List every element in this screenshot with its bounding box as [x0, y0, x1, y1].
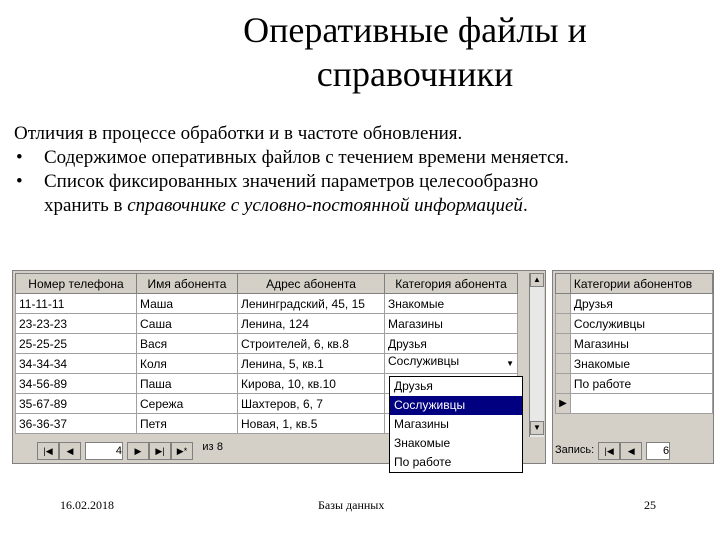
- dropdown-option[interactable]: Магазины: [394, 417, 449, 431]
- record-of-label: из: [202, 441, 214, 453]
- slide-body: [14, 122, 714, 218]
- category-combobox[interactable]: [385, 354, 518, 374]
- slide-title: [0, 8, 720, 96]
- row-selector[interactable]: [556, 374, 571, 394]
- bullet-2-end: .: [522, 195, 528, 216]
- cell-name[interactable]: Сережа: [137, 394, 238, 414]
- cell-name[interactable]: Паша: [137, 374, 238, 394]
- cell-name[interactable]: Маша: [137, 294, 238, 314]
- cell-address[interactable]: Ленинградский, 45, 15: [238, 294, 385, 314]
- record-number-input[interactable]: 6: [646, 442, 670, 460]
- footer-date: 16.02.2018: [60, 498, 114, 512]
- cell-phone[interactable]: 34-56-89: [16, 374, 137, 394]
- footer-title: Базы данных: [318, 498, 385, 512]
- bullet-dot: •: [16, 171, 23, 192]
- row-selector[interactable]: [556, 294, 571, 314]
- scroll-down-icon[interactable]: ▼: [530, 421, 544, 435]
- prev-record-icon[interactable]: ◀: [620, 442, 642, 460]
- cell-name[interactable]: Коля: [137, 354, 238, 374]
- cell-category-name[interactable]: Сослуживцы: [570, 314, 712, 334]
- bullet-2-italic: справочнике с условно-постоянной информацией: [127, 195, 523, 216]
- table-row-new[interactable]: [556, 394, 713, 414]
- first-record-icon[interactable]: |◀: [598, 442, 620, 460]
- record-number-input[interactable]: 4: [85, 442, 123, 460]
- cell-phone[interactable]: 34-34-34: [16, 354, 137, 374]
- bullet-1-text: Содержимое оперативных файлов с течением времени меняется.: [44, 147, 569, 168]
- table-row[interactable]: [556, 334, 713, 354]
- page-number: 25: [644, 498, 656, 512]
- title-line-2: справочники: [316, 54, 514, 94]
- combobox-value: Сослуживцы: [388, 354, 460, 368]
- chevron-down-icon[interactable]: ▼: [506, 359, 514, 368]
- bullet-2-text: Список фиксированных значений параметров целесообразно: [44, 171, 539, 192]
- cell-category-name[interactable]: [570, 394, 712, 414]
- title-line-1: Оперативные файлы и: [243, 10, 587, 50]
- record-total: 8: [216, 441, 224, 453]
- cell-phone[interactable]: 36-36-37: [16, 414, 137, 434]
- record-label: Запись:: [555, 444, 595, 456]
- dropdown-option-selected[interactable]: Сослуживцы: [390, 396, 522, 415]
- table-row[interactable]: [556, 374, 713, 394]
- prev-record-icon[interactable]: ◀: [59, 442, 81, 460]
- row-selector[interactable]: [556, 334, 571, 354]
- last-record-icon[interactable]: ▶|: [149, 442, 171, 460]
- cell-category-name[interactable]: Магазины: [570, 334, 712, 354]
- category-dropdown-list[interactable]: [389, 376, 523, 473]
- bullet-2: [14, 170, 714, 218]
- cell-category[interactable]: Друзья: [385, 334, 518, 354]
- dropdown-option[interactable]: Знакомые: [394, 436, 451, 450]
- table-row[interactable]: [16, 334, 518, 354]
- cell-address[interactable]: Новая, 1, кв.5: [238, 414, 385, 434]
- bullet-2-plain: хранить в: [44, 195, 128, 216]
- next-record-icon[interactable]: ▶: [127, 442, 149, 460]
- row-selector[interactable]: [556, 354, 571, 374]
- cell-name[interactable]: Петя: [137, 414, 238, 434]
- cell-category[interactable]: Магазины: [385, 314, 518, 334]
- cell-address[interactable]: Ленина, 5, кв.1: [238, 354, 385, 374]
- bullet-1: [14, 146, 714, 170]
- categories-table-window: [552, 270, 714, 464]
- cell-category-name[interactable]: Друзья: [570, 294, 712, 314]
- table-row[interactable]: [16, 294, 518, 314]
- new-record-icon[interactable]: ▶*: [171, 442, 193, 460]
- cell-phone[interactable]: 25-25-25: [16, 334, 137, 354]
- dropdown-option[interactable]: По работе: [394, 455, 452, 469]
- cell-phone[interactable]: 23-23-23: [16, 314, 137, 334]
- intro-text: Отличия в процессе обработки и в частоте обновления.: [14, 123, 463, 144]
- row-selector-header: [556, 274, 571, 294]
- dropdown-option[interactable]: Друзья: [394, 379, 433, 393]
- scroll-up-icon[interactable]: ▲: [530, 273, 544, 287]
- record-navigator: [555, 439, 711, 461]
- row-selector[interactable]: [556, 314, 571, 334]
- categories-table: [555, 273, 713, 414]
- table-row[interactable]: [556, 354, 713, 374]
- cell-phone[interactable]: 11-11-11: [16, 294, 137, 314]
- bullet-dot: •: [16, 147, 23, 168]
- table-row[interactable]: [556, 294, 713, 314]
- table-row[interactable]: [16, 354, 518, 374]
- cell-address[interactable]: Шахтеров, 6, 7: [238, 394, 385, 414]
- column-header-categories[interactable]: Категории абонентов: [570, 274, 712, 294]
- column-header-category[interactable]: Категория абонента: [385, 274, 518, 294]
- cell-address[interactable]: Кирова, 10, кв.10: [238, 374, 385, 394]
- cell-category-name[interactable]: По работе: [570, 374, 712, 394]
- column-header-phone[interactable]: Номер телефона: [16, 274, 137, 294]
- cell-name[interactable]: Вася: [137, 334, 238, 354]
- table-row[interactable]: [16, 314, 518, 334]
- cell-address[interactable]: Строителей, 6, кв.8: [238, 334, 385, 354]
- first-record-icon[interactable]: |◀: [37, 442, 59, 460]
- cell-address[interactable]: Ленина, 124: [238, 314, 385, 334]
- column-header-name[interactable]: Имя абонента: [137, 274, 238, 294]
- column-header-address[interactable]: Адрес абонента: [238, 274, 385, 294]
- cell-category-name[interactable]: Знакомые: [570, 354, 712, 374]
- cell-phone[interactable]: 35-67-89: [16, 394, 137, 414]
- table-row[interactable]: [556, 314, 713, 334]
- vertical-scrollbar[interactable]: [529, 273, 544, 437]
- cell-category[interactable]: Знакомые: [385, 294, 518, 314]
- scroll-track[interactable]: [530, 287, 544, 421]
- cell-name[interactable]: Саша: [137, 314, 238, 334]
- current-record-icon[interactable]: ▶: [556, 394, 571, 414]
